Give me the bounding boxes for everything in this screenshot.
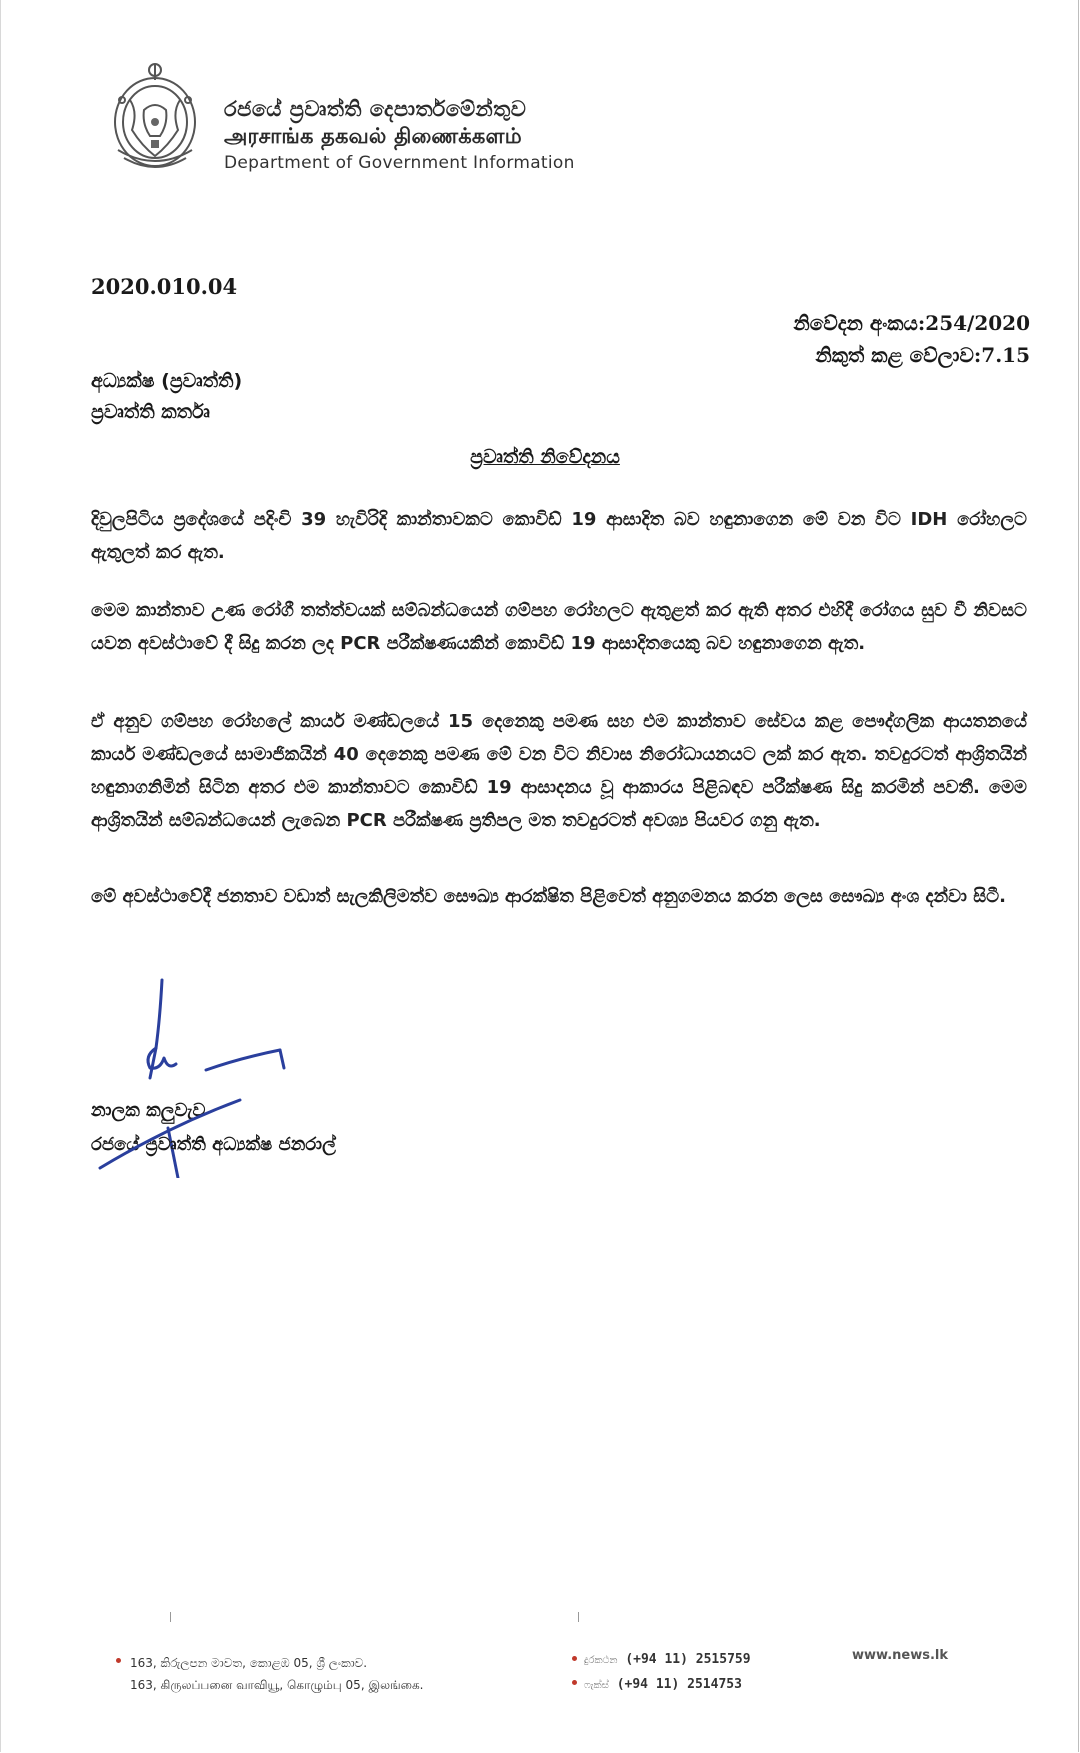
fax-label: ෆැක්ස් — [584, 1680, 609, 1691]
bullet-icon — [572, 1680, 577, 1685]
signer-title: රජයේ ප්‍රවෘත්ති අධ්‍යක්ෂ ජනරාල් — [91, 1134, 336, 1155]
body-paragraph: ඒ අනුව ගම්පහ රෝහලේ කාර්ය මණ්ඩලයේ 15 දෙනෙකු පමණ සහ එම කාන්තාව සේවය කළ පෞද්ගලික ආයතනයේ කාර්ය මණ්ඩලයේ සාමාජිකයින් 40 දෙනෙකු පමණ මේ වන විට නිවාස නිරෝධායනයට ලක් කර ඇත. තවදුරටත් ආශ්‍රිතයින් හඳුනාගනිමින් සිටින අතර එම කාන්තාවට කොවිඩ් 19 ආසාදනය වූ ආකාරය පිළිබඳව පරීක්ෂණ සිදු කරමින් පවතී. මෙම ආශ්‍රිතයින් සම්බන්ධයෙන් ලැබෙන PCR පරීක්ෂණ ප්‍රතිපල මත තවදුරටත් අවශ්‍ය පියවර ගනු ඇත. — [91, 711, 1027, 831]
bullet-icon — [116, 1658, 121, 1663]
phone-label: දුරකථන — [584, 1655, 618, 1666]
footer-address — [130, 1652, 423, 1696]
footer-address-sinhala: 163, කිරුලපන මාවත, කොළඹ 05, ශ්‍රී ලංකාව. — [130, 1656, 368, 1670]
sri-lanka-emblem-icon — [108, 60, 202, 174]
org-name-sinhala: රජයේ ප්‍රවෘත්ති දෙපාර්තමේන්තුව — [224, 97, 527, 121]
footer-separator-tick — [578, 1612, 579, 1622]
document-title: ප්‍රවෘත්ති නිවේදනය — [470, 446, 620, 468]
body-paragraph: මෙම කාන්තාව උණ රෝගී තත්ත්වයක් සම්බන්ධයෙන් ගම්පහ රෝහලට ඇතුළත් කර ඇති අතර එහිදී රෝගය සුව වී නිවසට යවන අවස්ථාවේ දී සිදු කරන ලද PCR පරීක්ෂණයකින් කොවිඩ් 19 ආසාදිතයෙකු බව හඳුනාගෙන ඇත. — [91, 600, 1027, 654]
signer-name: නාලක කලුවැව — [91, 1100, 206, 1121]
addressee-line-2: ප්‍රවෘත්ති කර්තෘ — [91, 401, 210, 423]
footer-contact — [584, 1648, 751, 1698]
release-time: නිකුත් කළ වේලාව:7.15 — [815, 343, 1030, 367]
org-name-block — [224, 96, 575, 177]
footer-separator-tick — [170, 1612, 171, 1622]
fax-number: (+94 11) 2514753 — [616, 1677, 742, 1692]
release-meta — [794, 307, 1030, 371]
footer-address-tamil: 163, கிருலப்பனை வாவியூ, கொழும்பு 05, இலங்கை. — [130, 1678, 424, 1692]
body-paragraph: මේ අවස්ථාවේදී ජනතාව වඩාත් සැලකිලිමත්ව සෞඛ්‍ය ආරක්ෂිත පිළිවෙත් අනුගමනය කරන ලෙස සෞඛ්‍ය අංශ දන්වා සිටී. — [91, 886, 1006, 907]
phone-number: (+94 11) 2515759 — [625, 1652, 751, 1667]
release-number: නිවේදන අංකය:254/2020 — [793, 311, 1030, 335]
footer-phone-row — [584, 1648, 751, 1673]
document-title-row — [0, 446, 1080, 468]
footer-website: www.news.lk — [852, 1648, 948, 1663]
addressee-line-1: අධ්‍යක්ෂ (ප්‍රවෘත්ති) — [91, 370, 243, 392]
org-name-english: Department of Government Information — [224, 153, 575, 173]
signature-stroke — [90, 1096, 260, 1176]
bullet-icon — [572, 1656, 577, 1661]
document-date: 2020.010.04 — [91, 274, 238, 299]
body-paragraph: දිවුලපිටිය ප්‍රදේශයේ පදිංචි 39 හැවිරිදි කාන්තාවකට කොවිඩ් 19 ආසාදිත බව හඳුනාගෙන මේ වන විට IDH රෝහලට ඇතුලත් කර ඇත. — [91, 509, 1027, 563]
org-name-tamil: அரசாங்க தகவல் திணைக்களம் — [224, 124, 522, 148]
addressee-block — [91, 366, 242, 428]
footer — [0, 1640, 1080, 1720]
letterhead — [108, 60, 608, 180]
footer-fax-row — [584, 1673, 751, 1698]
